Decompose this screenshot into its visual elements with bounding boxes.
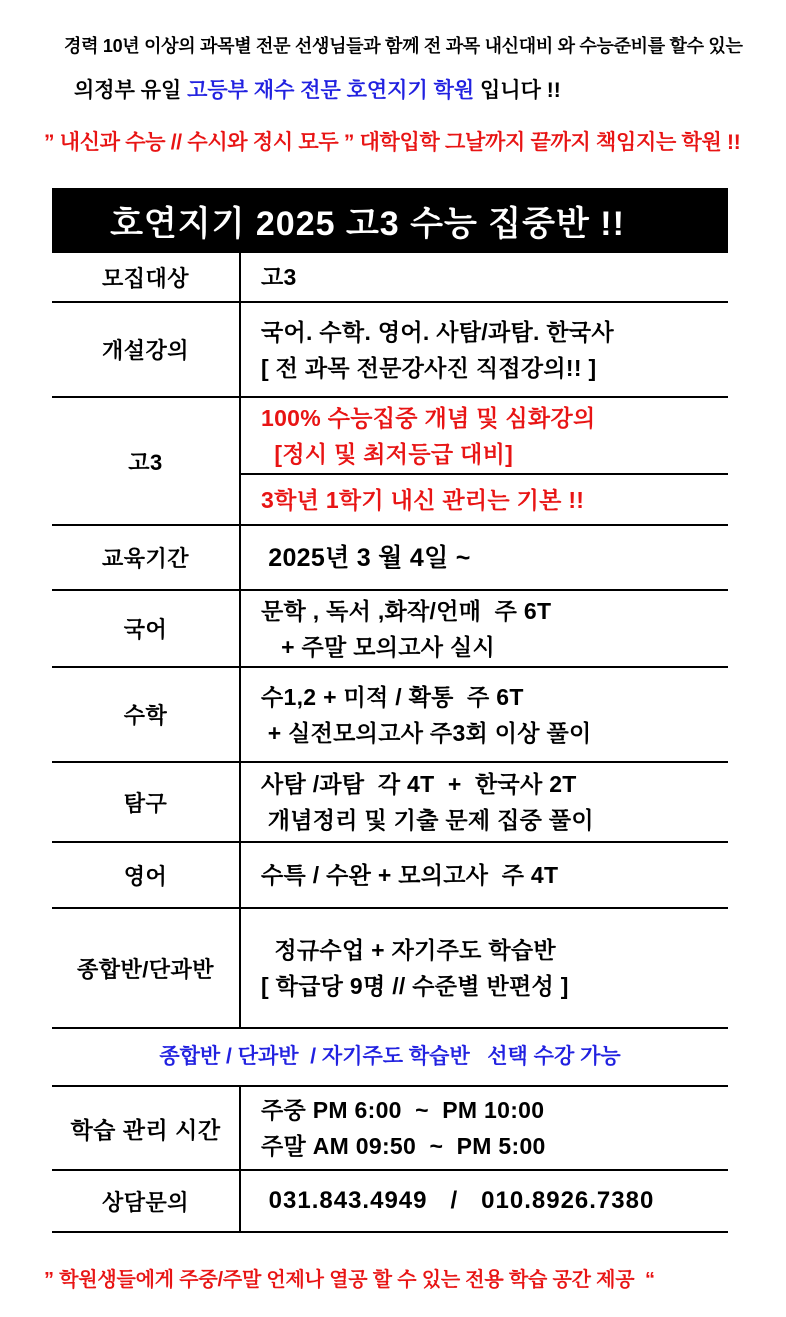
cell-line: [정시 및 최저등급 대비] (261, 440, 514, 467)
cell-line: 수1,2 + 미적 / 확통 주 6T (261, 683, 524, 710)
row-open-courses (52, 303, 728, 398)
cell-line: 고3 (261, 264, 297, 290)
cell-line: 수특 / 수완 + 모의고사 주 4T (261, 862, 559, 888)
row-value-cell (241, 668, 728, 761)
row-value-cell (241, 763, 728, 841)
row-english (52, 843, 728, 909)
row-label: 영어 (123, 863, 168, 889)
title-banner (52, 188, 728, 253)
row-value-cell (241, 909, 728, 1027)
row-value-cell (241, 303, 728, 396)
blue-selection-note: 종합반 / 단과반 / 자기주도 학습반 선택 수강 가능 (159, 1045, 621, 1068)
row-label-cell (52, 1087, 241, 1169)
phone-numbers: 031.843.4949 / 010.8926.7380 (261, 1187, 655, 1214)
row-label-cell (52, 668, 241, 761)
row-value-cell (241, 526, 728, 589)
row-value-cell (241, 843, 728, 907)
row-recruitment-target (52, 253, 728, 303)
row-label: 탐구 (123, 790, 168, 816)
cell-line: 문학 , 독서 ,화작/언매 주 6T (261, 597, 552, 624)
intro-line-2 (74, 74, 786, 104)
row-value-cell (241, 1171, 728, 1231)
intro-line-2-suffix: 입니다 !! (474, 79, 561, 102)
grade3-subrow-top (241, 398, 728, 475)
row-label-cell (52, 526, 241, 589)
cell-line: 정규수업 + 자기주도 학습반 (261, 937, 556, 963)
cell-line: 3학년 1학기 내신 관리는 기본 !! (261, 486, 585, 513)
row-label-cell (52, 909, 241, 1027)
row-korean (52, 591, 728, 668)
row-study-hours (52, 1087, 728, 1171)
cell-line: 100% 수능집중 개념 및 심화강의 (261, 404, 596, 431)
cell-line: [ 전 과목 전문강사진 직접강의!! ] (261, 354, 597, 381)
cell-line: 주말 AM 09:50 ~ PM 5:00 (261, 1133, 546, 1159)
cell-line: 2025년 3 월 4일 ~ (261, 543, 471, 572)
red-footer-note: ” 학원생들에게 주중/주말 언제나 열공 할 수 있는 전용 학습 공간 제공 “ (44, 1269, 655, 1291)
row-value-cell (241, 1087, 728, 1169)
cell-line: 국어. 수학. 영어. 사탐/과탐. 한국사 (261, 318, 614, 345)
row-label-cell (52, 253, 241, 301)
row-label-cell (52, 591, 241, 666)
row-label: 교육기간 (101, 546, 189, 571)
row-value-cell (241, 398, 728, 524)
row-label: 고3 (128, 449, 163, 475)
enrollment-table (52, 253, 728, 1029)
row-label: 개설강의 (101, 338, 189, 363)
row-label-cell (52, 303, 241, 396)
row-label-cell (52, 1171, 241, 1231)
row-label: 상담문의 (101, 1189, 189, 1215)
row-label: 수학 (123, 703, 168, 728)
intro-line-1: 경력 10년 이상의 과목별 전문 선생님들과 함께 전 과목 내신대비 와 수능준비를 할수 있는 (64, 36, 743, 56)
banner-title: 호연지기 2025 고3 수능 집중반 !! (110, 205, 625, 243)
cell-line: [ 학급당 9명 // 수준별 반편성 ] (261, 973, 569, 999)
row-education-period (52, 526, 728, 591)
cell-line: 주중 PM 6:00 ~ PM 10:00 (261, 1097, 545, 1123)
row-value-cell (241, 591, 728, 666)
red-tagline: ” 내신과 수능 // 수시와 정시 모두 ” 대학입학 그날까지 끝까지 책임지는 학원 !! (44, 131, 741, 154)
row-label-cell (52, 398, 241, 524)
row-math (52, 668, 728, 763)
cell-line: + 주말 모의고사 실시 (261, 633, 496, 660)
intro-line-2-prefix: 의정부 유일 (74, 79, 188, 102)
cell-line: 사탐 /과탐 각 4T + 한국사 2T (261, 771, 577, 797)
row-label: 종합반/단과반 (76, 956, 215, 982)
academy-name-highlight: 고등부 재수 전문 호연지기 학원 (187, 79, 475, 102)
info-table (52, 1085, 728, 1233)
row-grade3-focus (52, 398, 728, 526)
cell-line: + 실전모의고사 주3회 이상 풀이 (261, 719, 592, 746)
row-contact (52, 1171, 728, 1233)
row-label-cell (52, 763, 241, 841)
row-label: 국어 (123, 617, 168, 642)
row-class-types (52, 909, 728, 1029)
row-label: 모집대상 (101, 265, 189, 291)
row-exploratory-subjects (52, 763, 728, 843)
flyer-header (0, 0, 786, 156)
grade3-subrow-bottom (241, 475, 728, 524)
row-value-cell (241, 253, 728, 301)
cell-line: 개념정리 및 기출 문제 집중 풀이 (261, 807, 594, 833)
row-label: 학습 관리 시간 (70, 1116, 221, 1143)
row-label-cell (52, 843, 241, 907)
